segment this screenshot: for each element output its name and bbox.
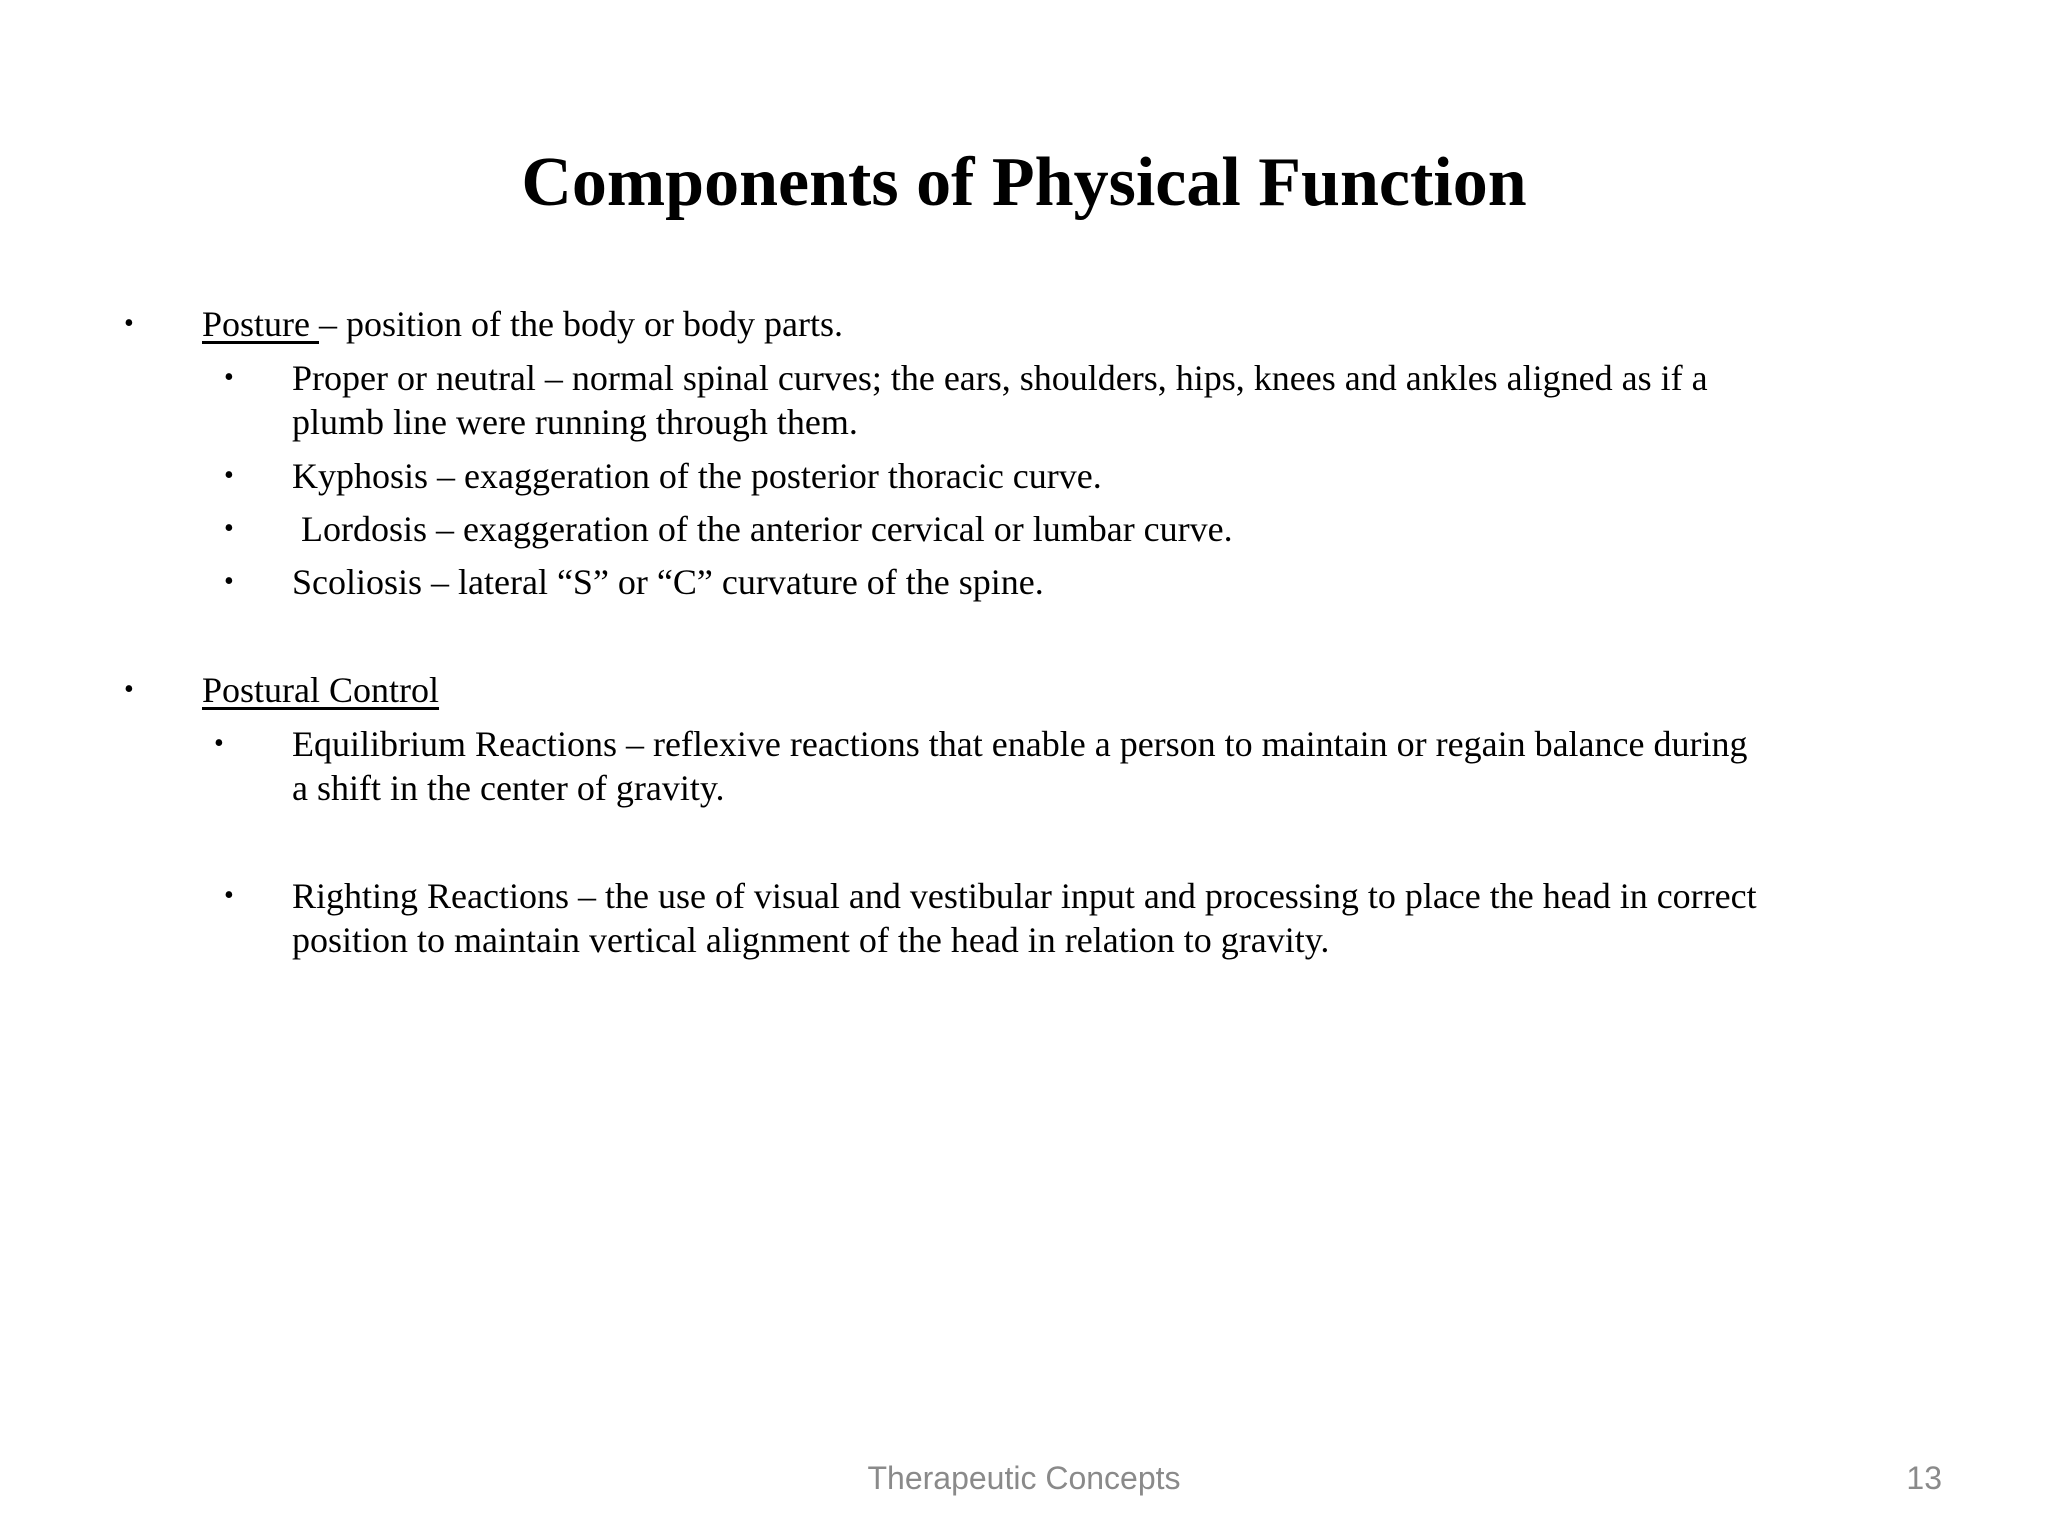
bullet-term: Posture <box>202 304 319 344</box>
slide-title: Components of Physical Function <box>521 144 1527 221</box>
bullet-posture <box>202 302 843 346</box>
bullet-description: – position of the body or body parts. <box>319 304 843 344</box>
sub-bullet-line: position to maintain vertical alignment of the head in relation to gravity. <box>292 920 1330 960</box>
sub-bullet-marker: • <box>224 460 234 491</box>
bullet-marker: • <box>124 674 134 705</box>
sub-bullet-marker: • <box>224 513 234 544</box>
sub-bullet-marker: • <box>224 566 234 597</box>
sub-bullet-line: Proper or neutral – normal spinal curves; the ears, shoulders, hips, knees and ankles aligned as if a <box>292 358 1708 398</box>
sub-bullet-line: Righting Reactions – the use of visual and vestibular input and processing to place the head in correct <box>292 876 1757 916</box>
sub-bullet-line: Equilibrium Reactions – reflexive reactions that enable a person to maintain or regain balance during <box>292 724 1748 764</box>
bullet-postural-control <box>202 668 439 712</box>
sub-bullet-scoliosis: Scoliosis – lateral “S” or “C” curvature of the spine. <box>292 562 1044 602</box>
sub-bullet-line: a shift in the center of gravity. <box>292 768 725 808</box>
sub-bullet-equilibrium-reactions <box>292 722 1748 810</box>
sub-bullet-righting-reactions <box>292 874 1757 962</box>
sub-bullet-kyphosis: Kyphosis – exaggeration of the posterior thoracic curve. <box>292 456 1102 496</box>
sub-bullet-marker: • <box>224 880 234 911</box>
sub-bullet-proper-neutral <box>292 356 1708 444</box>
bullet-term: Postural Control <box>202 670 440 710</box>
footer-title: Therapeutic Concepts <box>867 1460 1181 1496</box>
sub-bullet-line: plumb line were running through them. <box>292 402 858 442</box>
sub-bullet-marker: • <box>224 362 234 393</box>
bullet-marker: • <box>124 308 134 339</box>
sub-bullet-lordosis: Lordosis – exaggeration of the anterior cervical or lumbar curve. <box>292 509 1233 549</box>
sub-bullet-marker: • <box>214 728 224 759</box>
page-number: 13 <box>1906 1460 1942 1496</box>
